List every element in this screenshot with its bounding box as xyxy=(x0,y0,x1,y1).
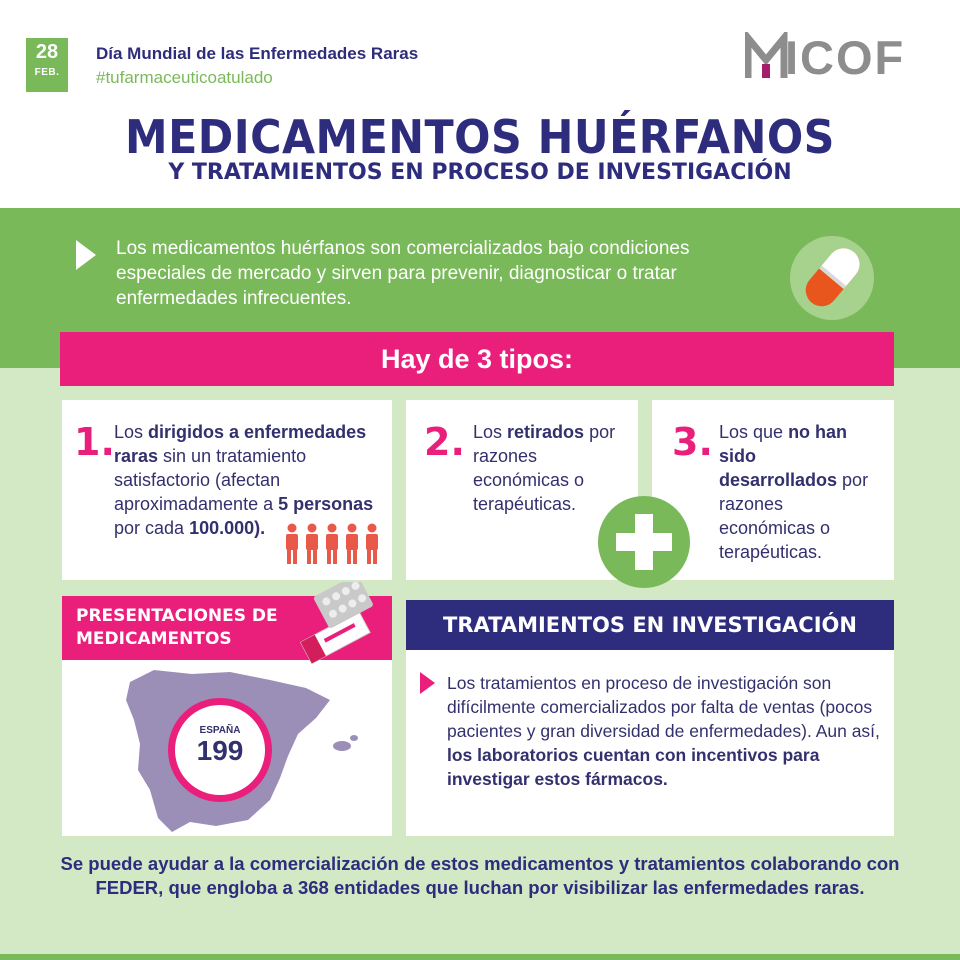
research-title: TRATAMIENTOS EN INVESTIGACIÓN xyxy=(406,600,894,650)
main-title: MEDICAMENTOS HUÉRFANOS xyxy=(125,110,835,164)
type-number: 3. xyxy=(672,420,713,464)
type-number: 1. xyxy=(74,420,115,464)
intro-text: Los medicamentos huérfanos son comercializados bajo condiciones especiales de mercado y sirven para prevenir, diagnosticar o tratar enfermedades infrecuentes. xyxy=(116,238,690,309)
region-label: ESPAÑA xyxy=(199,725,241,736)
play-arrow-icon xyxy=(420,672,435,694)
bottom-border xyxy=(0,954,960,960)
logo-text: ICOF xyxy=(785,31,906,84)
sub-title: Y TRATAMIENTOS EN PROCESO DE INVESTIGACIÓN xyxy=(168,160,792,185)
medicine-box-icon xyxy=(290,582,390,672)
presentations-title: PRESENTACIONES DE MEDICAMENTOS xyxy=(76,606,278,649)
hashtag: #tufarmaceuticoatulado xyxy=(96,68,273,87)
date-day: 28 xyxy=(35,41,59,63)
event-title: Día Mundial de las Enfermedades Raras xyxy=(96,44,419,63)
spain-count-badge xyxy=(168,698,272,802)
research-text: Los tratamientos en proceso de investigación son difícilmente comercializados por falta de ventas (pocos pacientes y gran diversidad de enfermedades). Aun así, los laboratorios cuentan con incentivos para investigar estos fármacos. xyxy=(447,673,880,789)
type-description: Los dirigidos a enfermedades raras sin un tratamiento satisfactorio (afectan aproximadamente a 5 personas por cada 100.000). xyxy=(114,422,374,538)
types-heading: Hay de 3 tipos: xyxy=(60,332,894,386)
play-arrow-icon xyxy=(76,240,96,270)
presentations-count: 199 xyxy=(196,735,244,766)
footer-text: Se puede ayudar a la comercialización de estos medicamentos y tratamientos colaborando con FEDER, que engloba a 368 entidades que luchan por visibilizar las enfermedades raras. xyxy=(60,853,900,898)
date-badge xyxy=(26,38,68,92)
pill-icon xyxy=(790,236,874,320)
type-description: Los retirados por razones económicas o terapéuticas. xyxy=(473,422,616,514)
type-description: Los que no han sido desarrollados por razones económicas o terapéuticas. xyxy=(719,422,869,562)
micof-logo xyxy=(745,32,925,84)
logo-m-icon xyxy=(745,32,789,84)
date-month: FEB. xyxy=(34,67,60,78)
plus-icon xyxy=(598,496,690,588)
type-number: 2. xyxy=(424,420,465,464)
people-icon xyxy=(283,523,383,565)
